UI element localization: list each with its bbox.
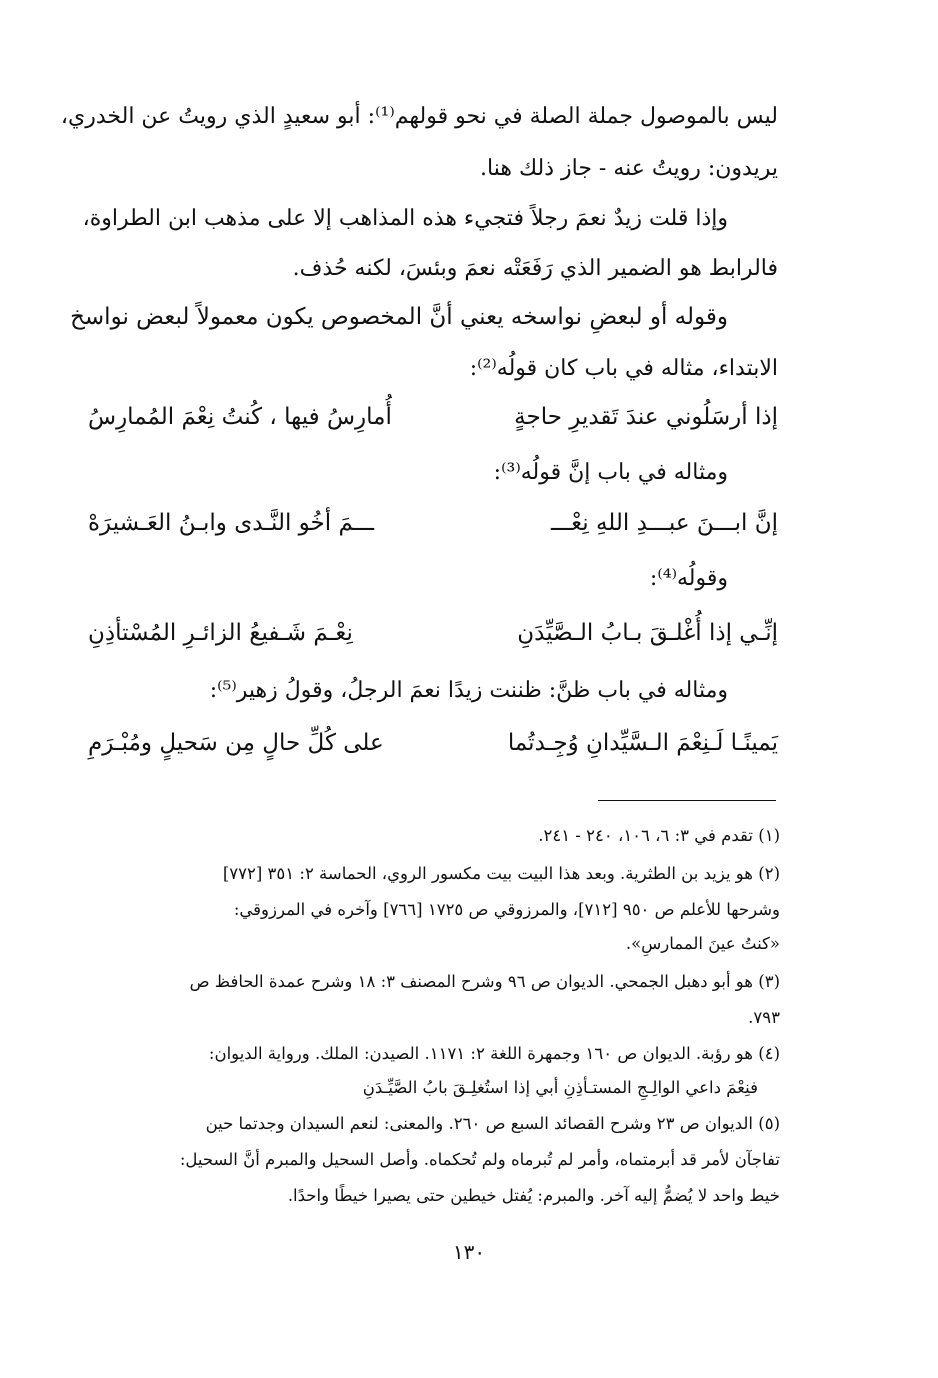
footnote-line: «كنتُ عينَ الممارسِ». (625, 934, 780, 953)
verse-first-hemistich: إذا أرسَلُوني عندَ تَقديرِ حاجةٍ (514, 404, 778, 430)
footnote-line: (٣) هو أبو دهبل الجمحي. الديوان ص ٩٦ وشرح المصنف ٣: ١٨ وشرح عمدة الحافظ ص (189, 972, 780, 991)
footnote-line: وشرحها للأعلم ص ٩٥٠ [٧١٢]، والمرزوقي ص ١٧٢٥ [٧٦٦] وآخره في المرزوقي: (233, 900, 780, 919)
footnote-line: (٢) هو يزيد بن الطثرية. وبعد هذا البيت بيت مكسور الروي، الحماسة ٢: ٣٥١ [٧٧٢] (222, 864, 780, 883)
footnote-line: تفاجآن لأمر قد أبرمتماه، وأمر لم تُبرماه ولم تُحكماه. وأصل السحيل والمبرم أنَّ السحيل: (179, 1150, 780, 1169)
footnote-line: خيط واحد لا يُضمُّ إليه آخر. والمبرم: يُفتل خيطين حتى يصيرا خيطًا واحدًا. (287, 1186, 780, 1205)
verse-second-hemistich: ـــمَ أخُو النَّـدى وابـنُ العَـشيرَهْ (88, 510, 374, 536)
footnote-line: (٤) هو رؤبة. الديوان ص ١٦٠ وجمهرة اللغة ٢: ١١٧١. الصيدن: الملك. ورواية الديوان: (208, 1044, 780, 1063)
verse-first-hemistich: إنِّـي إذا أُغْلـقَ بـابُ الـصَّيِّدَنِ (517, 620, 778, 646)
verse-second-hemistich: أُمارِسُ فيها ، كُنتُ نِعْمَ المُمارِسُ (88, 404, 392, 430)
verse-second-hemistich: نِعْـمَ شَـفيعُ الزائـرِ المُسْتأذِنِ (88, 620, 353, 646)
footnote-verse: فنِعْمَ داعي الوالِـجِ المستـأذِنِ أبي إذا استُغلِـقَ بابُ الصَّيِّـدَنِ (362, 1078, 758, 1097)
body-line: وقولُه⁽⁴⁾: (649, 566, 728, 591)
body-line: ليس بالموصول جملة الصلة في نحو قولهم⁽¹⁾: أبو سعيدٍ الذي رويتُ عن الخدري، (60, 104, 778, 129)
footnote-line: (٥) الديوان ص ٢٣ وشرح القصائد السبع ص ٢٦٠. والمعنى: لنعم السيدان وجدتما حين (205, 1114, 780, 1133)
body-line: وقوله أو لبعضِ نواسخه يعني أنَّ المخصوص يكون معمولاً لبعض نواسخ (70, 304, 728, 330)
body-line: الابتداء، مثاله في باب كان قولُه⁽²⁾: (469, 356, 778, 381)
verse-second-hemistich: على كُلِّ حالٍ مِن سَحيلٍ ومُبْـرَمِ (88, 730, 384, 756)
footnote-separator (598, 800, 776, 801)
body-line: فالرابط هو الضمير الذي رَفَعَتْه نعمَ وبئسَ، لكنه حُذف. (292, 256, 778, 281)
verse-first-hemistich: إنَّ ابـــنَ عبـــدِ اللهِ نِعْـــ (550, 510, 778, 536)
body-line: ومثاله في باب إنَّ قولُه⁽³⁾: (493, 460, 728, 485)
verse-first-hemistich: يَمينًـا لَـنِعْمَ الـسَّيِّدانِ وُجِـدتُما (507, 730, 778, 756)
body-line: وإذا قلت زيدٌ نعمَ رجلاً فتجيء هذه المذاهب إلا على مذهب ابن الطراوة، (82, 206, 728, 231)
body-line: يريدون: رويتُ عنه - جاز ذلك هنا. (480, 156, 778, 181)
footnote-line: ٧٩٣. (748, 1008, 780, 1027)
page-number: ١٣٠ (452, 1240, 486, 1264)
footnote-line: (١) تقدم في ٣: ٦، ١٠٦، ٢٤٠ - ٢٤١. (538, 826, 780, 845)
body-line: ومثاله في باب ظنَّ: ظننت زيدًا نعمَ الرجلُ، وقولُ زهير⁽⁵⁾: (209, 678, 728, 703)
